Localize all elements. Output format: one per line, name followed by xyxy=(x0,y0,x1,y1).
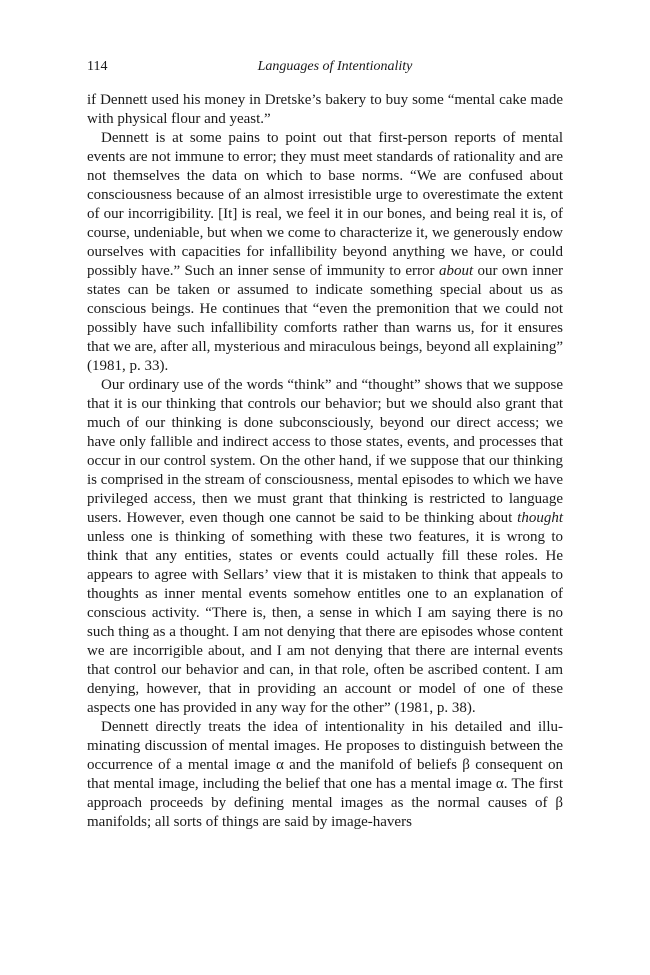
paragraph xyxy=(87,129,563,376)
paragraph-text: Dennett is at some pains to point out that first-person reports of mental events are not immune to error; they must meet standards of rationality and are not themselves the data on which to base norms. “We are confused about consciousness because of an almost irresistible urge to overestimate the extent of our incorrigibility. [It] is real, we feel it in our bones, and being real it is, of course, undeniable, but when we come to characterize it, we generously endow ourselves with capacities for infallibility beyond anything we have, or could possibly have.” Such an inner sense of immunity to error xyxy=(87,130,563,279)
paragraph xyxy=(87,376,563,718)
running-title: Languages of Intentionality xyxy=(257,59,413,74)
body-text xyxy=(87,91,563,832)
paragraph-continuation xyxy=(87,91,563,129)
italic-emphasis: thought xyxy=(517,510,563,526)
paragraph-text: our own inner states can be taken or assumed to indicate something special about us as conscious beings. He continues that “even the premonition that we could not possibly have such infallibility comforts rather than warns us, for it ensures that we are, after all, mysterious and miraculous beings, beyond all explaining” (1981, p. 33). xyxy=(87,263,563,374)
italic-emphasis: about xyxy=(438,263,474,279)
paragraph-text: Our ordinary use of the words “think” and “thought” shows that we suppose that it is our thinking that controls our behavior; but we should also grant that much of our thinking is done subconsciously, beyond our direct access; we have only fallible and indirect access to those states, events, and processes that occur in our control system. On the other hand, if we suppose that our thinking is comprised in the stream of consciousness, mental episodes to which we have privileged access, then we must grant that thinking is restricted to language users. However, even though one cannot be said to be thinking about xyxy=(87,377,563,526)
page-number: 114 xyxy=(87,59,108,74)
paragraph-text: if Dennett used his money in Dretske’s bakery to buy some “mental cake made with physical flour and yeast.” xyxy=(87,92,563,127)
paragraph-text: unless one is thinking of something with these two features, it is wrong to think that any entities, states or events could actually fill these roles. He appears to agree with Sellars’ view that it is mistaken to think that appeals to thoughts as inner mental events somehow entitles one to an explanation of conscious activity. “There is, then, a sense in which I am saying there is no such thing as a thought. I am not denying that there are episodes whose content we are incorrigible about, and I am not denying that there are internal events that control our behavior and can, in that role, often be ascribed content. I am denying, however, that in providing an account or model of one of these aspects one has provided in any way for the other” (1981, p. 38). xyxy=(87,529,563,716)
running-head xyxy=(87,57,563,77)
paragraph xyxy=(87,718,563,832)
paragraph-text: Dennett directly treats the idea of intentionality in his detailed and illuminating discussion of mental images. He proposes to distinguish between the occurrence of a mental image α and the manifold of beliefs β consequent on that mental image, including the belief that one has a mental image α. The first approach proceeds by defining mental images as the normal causes of β manifolds; all sorts of things are said by image-havers xyxy=(87,719,563,830)
